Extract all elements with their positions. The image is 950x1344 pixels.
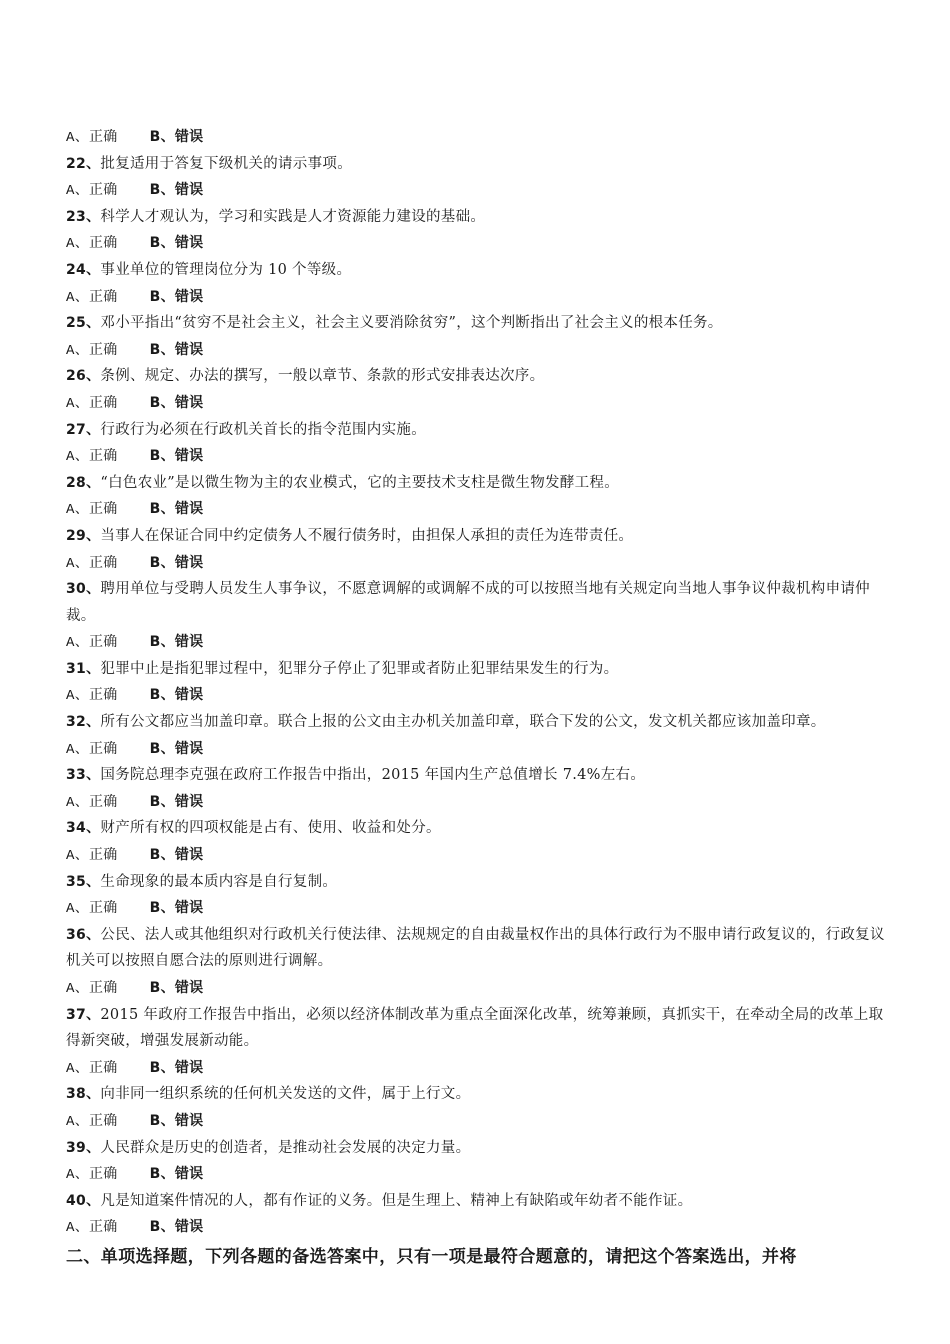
question-number: 36、 [66, 926, 101, 943]
question-number: 22、 [66, 155, 101, 172]
option-line [66, 177, 886, 204]
question-body: 人民群众是历史的创造者，是推动社会发展的决定力量。 [100, 1139, 471, 1156]
option-line [66, 390, 886, 417]
question-body: 当事人在保证合同中约定债务人不履行债务时，由担保人承担的责任为连带责任。 [100, 527, 634, 544]
question-text [66, 363, 886, 390]
question-text [66, 1188, 886, 1215]
question-body: 所有公文都应当加盖印章。联合上报的公文由主办机关加盖印章，联合下发的公文，发文机关都应该加盖印章。 [100, 714, 826, 731]
question-text [66, 151, 886, 178]
option-b: B、错误 [149, 847, 204, 864]
question-number: 32、 [66, 714, 101, 731]
question-body: 聘用单位与受聘人员发生人事争议，不愿意调解的或调解不成的可以按照当地有关规定向当地人事争议仲裁机构申请仲裁。 [66, 581, 870, 624]
option-a: A、正确 [66, 901, 118, 918]
question-number: 33、 [66, 767, 101, 784]
question-text [66, 815, 886, 842]
option-b: B、错误 [149, 129, 204, 145]
option-b: B、错误 [149, 394, 204, 411]
question-number: 31、 [66, 660, 101, 677]
option-line [66, 895, 886, 922]
option-b: B、错误 [149, 341, 204, 358]
option-a: A、正确 [66, 1060, 118, 1077]
question-text [66, 709, 886, 736]
option-b: B、错误 [149, 793, 204, 810]
option-a: A、正确 [66, 794, 118, 811]
option-b: B、错误 [149, 554, 204, 571]
option-a: A、正确 [66, 395, 118, 412]
question-number: 30、 [66, 581, 101, 598]
question-body: 行政行为必须在行政机关首长的指令范围内实施。 [100, 421, 426, 438]
option-a: A、正确 [66, 688, 118, 705]
option-a: A、正确 [66, 289, 118, 306]
option-line [66, 789, 886, 816]
option-line [66, 1214, 886, 1241]
question-body: 国务院总理李克强在政府工作报告中指出，2015 年国内生产总值增长 7.4%左右。 [100, 767, 646, 784]
option-a: A、正确 [66, 342, 118, 359]
question-number: 23、 [66, 208, 101, 225]
question-text [66, 656, 886, 683]
question-text [66, 310, 886, 337]
question-text [66, 417, 886, 444]
option-b: B、错误 [149, 980, 204, 996]
question-text [66, 762, 886, 789]
question-number: 26、 [66, 368, 101, 385]
option-b: B、错误 [149, 900, 204, 917]
option-a: A、正确 [66, 236, 118, 253]
option-a: A、正确 [66, 981, 118, 997]
option-line [66, 842, 886, 869]
question-text [66, 257, 886, 284]
question-body: 2015 年政府工作报告中指出，必须以经济体制改革为重点全面深化改革，统筹兼顾，真抓实干，在牵动全局的改革上取得新突破，增强发展新动能。 [66, 1006, 884, 1050]
question-body: 邓小平指出“贫穷不是社会主义，社会主义要消除贫穷”，这个判断指出了社会主义的根本任务。 [100, 315, 723, 332]
option-b: B、错误 [149, 1112, 204, 1129]
option-b: B、错误 [149, 634, 204, 651]
question-body: 条例、规定、办法的撰写，一般以章节、条款的形式安排表达次序。 [100, 368, 545, 385]
question-number: 24、 [66, 261, 101, 278]
option-b: B、错误 [149, 740, 204, 757]
question-body: “白色农业”是以微生物为主的农业模式，它的主要技术支柱是微生物发酵工程。 [100, 474, 620, 491]
question-body: 批复适用于答复下级机关的请示事项。 [100, 155, 352, 172]
question-body: 向非同一组织系统的任何机关发送的文件，属于上行文。 [100, 1086, 471, 1103]
question-text [66, 470, 886, 497]
option-b: B、错误 [149, 687, 204, 704]
option-line [66, 337, 886, 364]
option-line [66, 496, 886, 523]
option-a: A、正确 [66, 1167, 118, 1184]
option-b: B、错误 [149, 182, 204, 199]
option-line [66, 1108, 886, 1135]
option-a: A、正确 [66, 130, 118, 146]
question-number: 35、 [66, 873, 101, 890]
option-line [66, 443, 886, 470]
option-b: B、错误 [149, 235, 204, 252]
question-text [66, 576, 886, 629]
question-text [66, 1081, 886, 1108]
question-body: 财产所有权的四项权能是占有、使用、收益和处分。 [100, 820, 441, 837]
option-line [66, 629, 886, 656]
option-a: A、正确 [66, 449, 118, 466]
option-line [66, 284, 886, 311]
question-text [66, 204, 886, 231]
option-b: B、错误 [149, 288, 204, 305]
option-b: B、错误 [149, 448, 204, 465]
question-text [66, 1135, 886, 1162]
option-a: A、正确 [66, 183, 118, 200]
option-b: B、错误 [149, 1059, 204, 1076]
option-line [66, 736, 886, 763]
question-number: 34、 [66, 820, 101, 837]
option-line [66, 124, 886, 151]
question-body: 公民、法人或其他组织对行政机关行使法律、法规规定的自由裁量权作出的具体行政行为不服申请行政复议的，行政复议机关可以按照自愿合法的原则进行调解。 [66, 926, 885, 970]
question-body: 科学人才观认为，学习和实践是人才资源能力建设的基础。 [100, 208, 486, 225]
question-text [66, 1002, 886, 1055]
option-a: A、正确 [66, 1113, 118, 1130]
question-number: 29、 [66, 527, 101, 544]
question-body: 凡是知道案件情况的人，都有作证的义务。但是生理上、精神上有缺陷或年幼者不能作证。 [100, 1192, 693, 1209]
option-a: A、正确 [66, 502, 118, 519]
option-b: B、错误 [149, 501, 204, 518]
option-line [66, 230, 886, 257]
question-number: 37、 [66, 1006, 101, 1023]
section-heading: 二、单项选择题，下列各题的备选答案中，只有一项是最符合题意的，请把这个答案选出，并将 [66, 1246, 797, 1267]
question-number: 27、 [66, 421, 101, 438]
question-number: 28、 [66, 474, 101, 491]
option-a: A、正确 [66, 635, 118, 652]
question-text [66, 523, 886, 550]
question-text [66, 869, 886, 896]
option-a: A、正确 [66, 1220, 118, 1237]
option-line [66, 1161, 886, 1188]
question-body: 生命现象的最本质内容是自行复制。 [100, 873, 338, 890]
question-body: 犯罪中止是指犯罪过程中，犯罪分子停止了犯罪或者防止犯罪结果发生的行为。 [100, 660, 619, 677]
question-text [66, 922, 886, 975]
question-number: 25、 [66, 315, 101, 332]
option-line [66, 1055, 886, 1082]
question-list [66, 151, 886, 1241]
question-number: 39、 [66, 1139, 101, 1156]
option-a: A、正确 [66, 741, 118, 758]
option-a: A、正确 [66, 555, 118, 572]
option-b: B、错误 [149, 1219, 204, 1236]
option-line [66, 975, 886, 1002]
question-body: 事业单位的管理岗位分为 10 个等级。 [100, 261, 352, 278]
question-number: 40、 [66, 1192, 101, 1209]
document-page [66, 124, 886, 1272]
option-a: A、正确 [66, 848, 118, 865]
option-line [66, 682, 886, 709]
question-number: 38、 [66, 1086, 101, 1103]
option-b: B、错误 [149, 1166, 204, 1183]
option-line [66, 550, 886, 577]
